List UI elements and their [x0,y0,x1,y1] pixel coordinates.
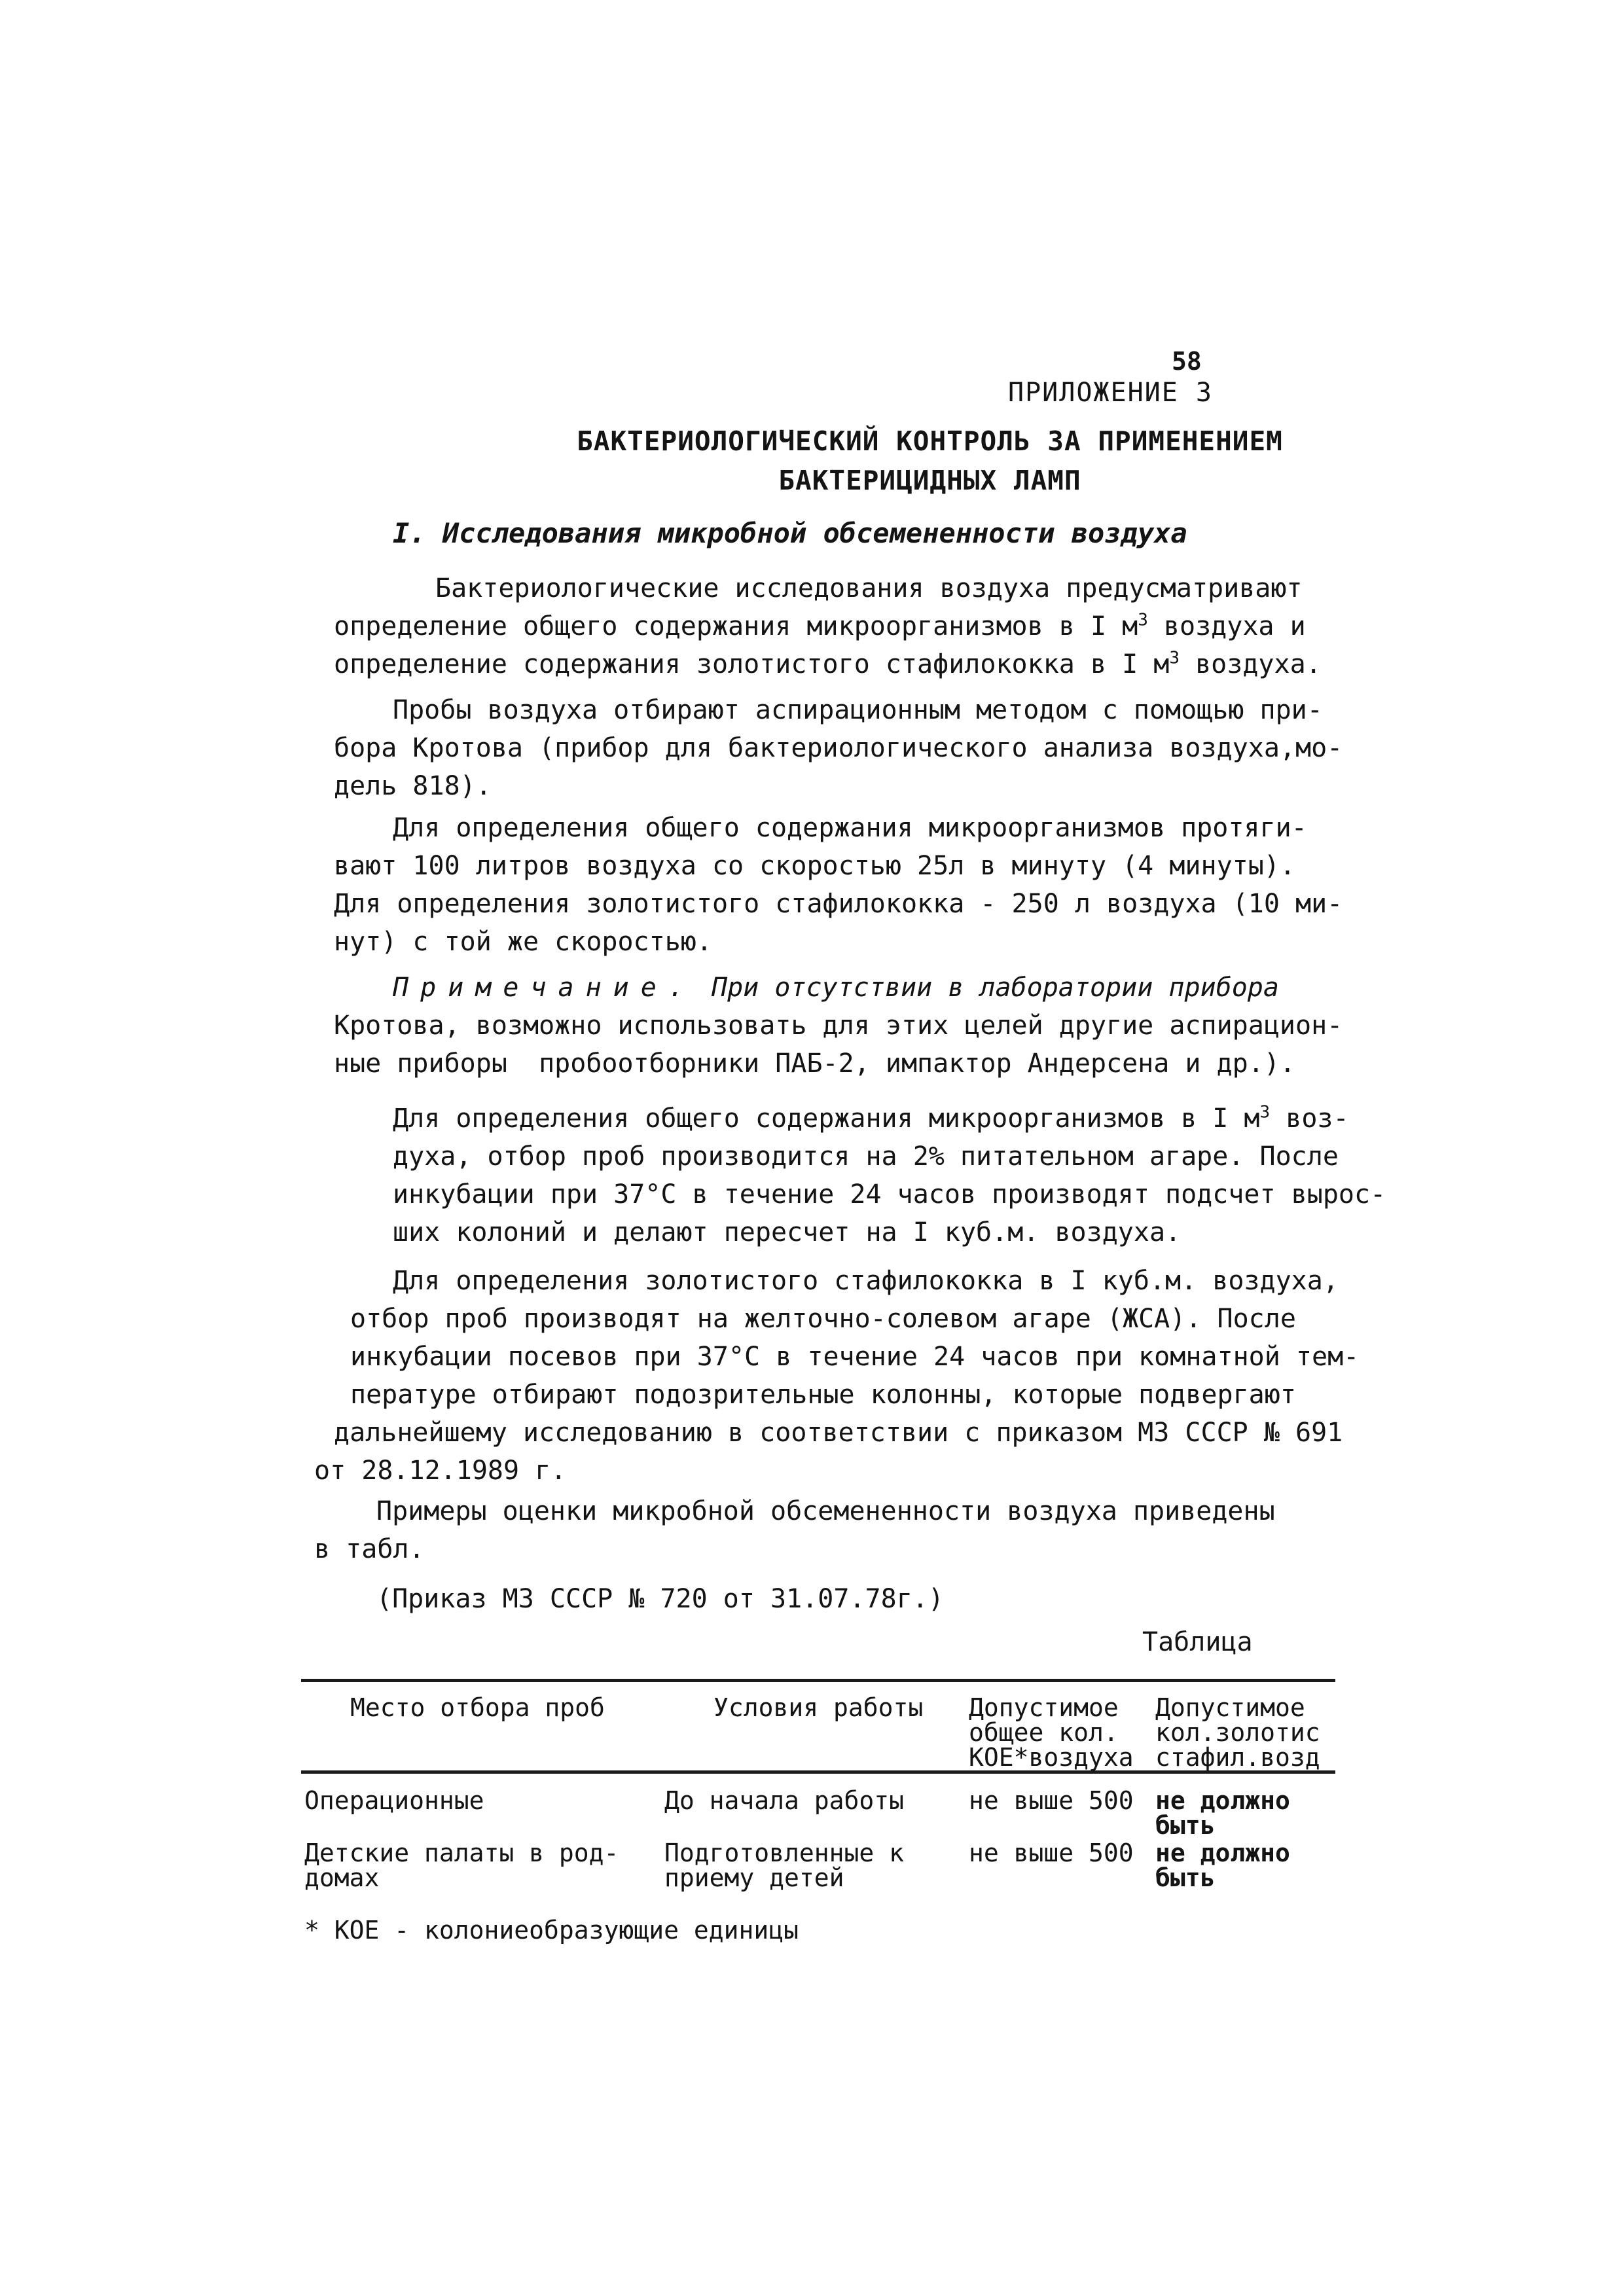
note-label: Примечание. [393,973,696,1003]
paragraph-line: Бактериологические исследования воздуха предусматривают [435,573,1303,603]
paragraph-line: ших колоний и делают пересчет на I куб.м. воздуха. [393,1217,1182,1247]
paragraph-line: вают 100 литров воздуха со скоростью 25л в минуту (4 минуты). [334,851,1296,881]
table-cell-place: Операционные [304,1786,484,1815]
paragraph-line: Примеры оценки микробной обсемененности воздуха приведены [376,1496,1275,1526]
table-cell-staph: не должно быть [1155,1839,1290,1892]
superscript: 3 [1169,648,1180,668]
paragraph-line: инкубации при 37°С в течение 24 часов производят подсчет вырос- [393,1179,1386,1210]
document-title-line-2: БАКТЕРИЦИДНЫХ ЛАМП [778,465,1081,496]
table-header-conditions: Условия работы [713,1693,924,1722]
page-number: 58 [1172,347,1202,376]
paragraph-line: Пробы воздуха отбирают аспирационным методом с помощью при- [393,695,1323,725]
section-heading: I. Исследования микробной обсемененности воздуха [393,517,1187,549]
superscript: 3 [1138,610,1148,630]
paragraph-line: бора Кротова (прибор для бактериологического анализа воздуха,мо- [334,733,1343,763]
paragraph-line: нут) с той же скоростью. [334,927,712,957]
table-header-rule [301,1770,1335,1774]
note-line: Кротова, возможно использовать для этих целей другие аспирацион- [334,1011,1343,1041]
table-cell-total: не выше 500 [969,1839,1134,1867]
table-cell-staph: не должно быть [1155,1786,1290,1840]
table-header-staph: Допустимое кол.золотис стафил.возд [1155,1693,1320,1772]
paragraph-line: определение содержания золотистого стафилококка в I $м^3$ воздуха. [334,648,1322,679]
paragraph-line: от 28.12.1989 г. [314,1456,567,1486]
paragraph-line: инкубации посевов при 37°С в течение 24 часов при комнатной тем- [350,1342,1360,1372]
table-cell-conditions: Подготовленные к приему детей [664,1839,905,1892]
table-header-total: Допустимое общее кол. КОЕ*воздуха [969,1693,1134,1772]
order-reference: (Приказ МЗ СССР № 720 от 31.07.78г.) [376,1584,944,1614]
table-header-place: Место отбора проб [350,1693,605,1722]
table-cell-conditions: До начала работы [664,1786,905,1815]
table-cell-total: не выше 500 [969,1786,1134,1815]
paragraph-line: дель 818). [334,771,492,801]
paragraph-line: Для определения золотистого стафилококка в I куб.м. воздуха, [393,1266,1339,1296]
superscript: 3 [1259,1102,1271,1122]
document-title-line-1: БАКТЕРИОЛОГИЧЕСКИЙ КОНТРОЛЬ ЗА ПРИМЕНЕНИЕМ [577,425,1283,457]
table-cell-place: Детские палаты в род- домах [304,1839,619,1892]
paragraph-line: духа, отбор проб производится на 2% питательном агаре. После [393,1141,1339,1172]
paragraph-line: дальнейшему исследованию в соответствии с приказом МЗ СССР № 691 [334,1418,1343,1448]
paragraph-line: Для определения золотистого стафилококка - 250 л воздуха (10 ми- [334,889,1343,919]
table-top-rule [301,1679,1335,1682]
paragraph-line: Для определения общего содержания микроорганизмов в I $м^3$ воз- [393,1102,1349,1134]
paragraph-line: в табл. [314,1534,425,1564]
table-footnote: * КОЕ - колониеобразующие единицы [304,1916,799,1945]
paragraph-line: отбор проб производят на желточно-солевом агаре (ЖСА). После [350,1304,1296,1334]
paragraph-line: Для определения общего содержания микроорганизмов протяги- [393,813,1307,843]
paragraph-line: пературе отбирают подозрительные колонны, которые подвергают [350,1380,1296,1410]
paragraph-line: определение общего содержания микроорганизмов в I $м^3$ воздуха и [334,610,1306,641]
table-caption: Таблица [1142,1627,1253,1657]
note-line: Примечание. При отсутствии в лаборатории прибора [393,973,1279,1003]
note-line: ные приборы пробоотборники ПАБ-2, импактор Андерсена и др.). [334,1049,1296,1079]
appendix-label: ПРИЛОЖЕНИЕ 3 [1008,378,1213,408]
